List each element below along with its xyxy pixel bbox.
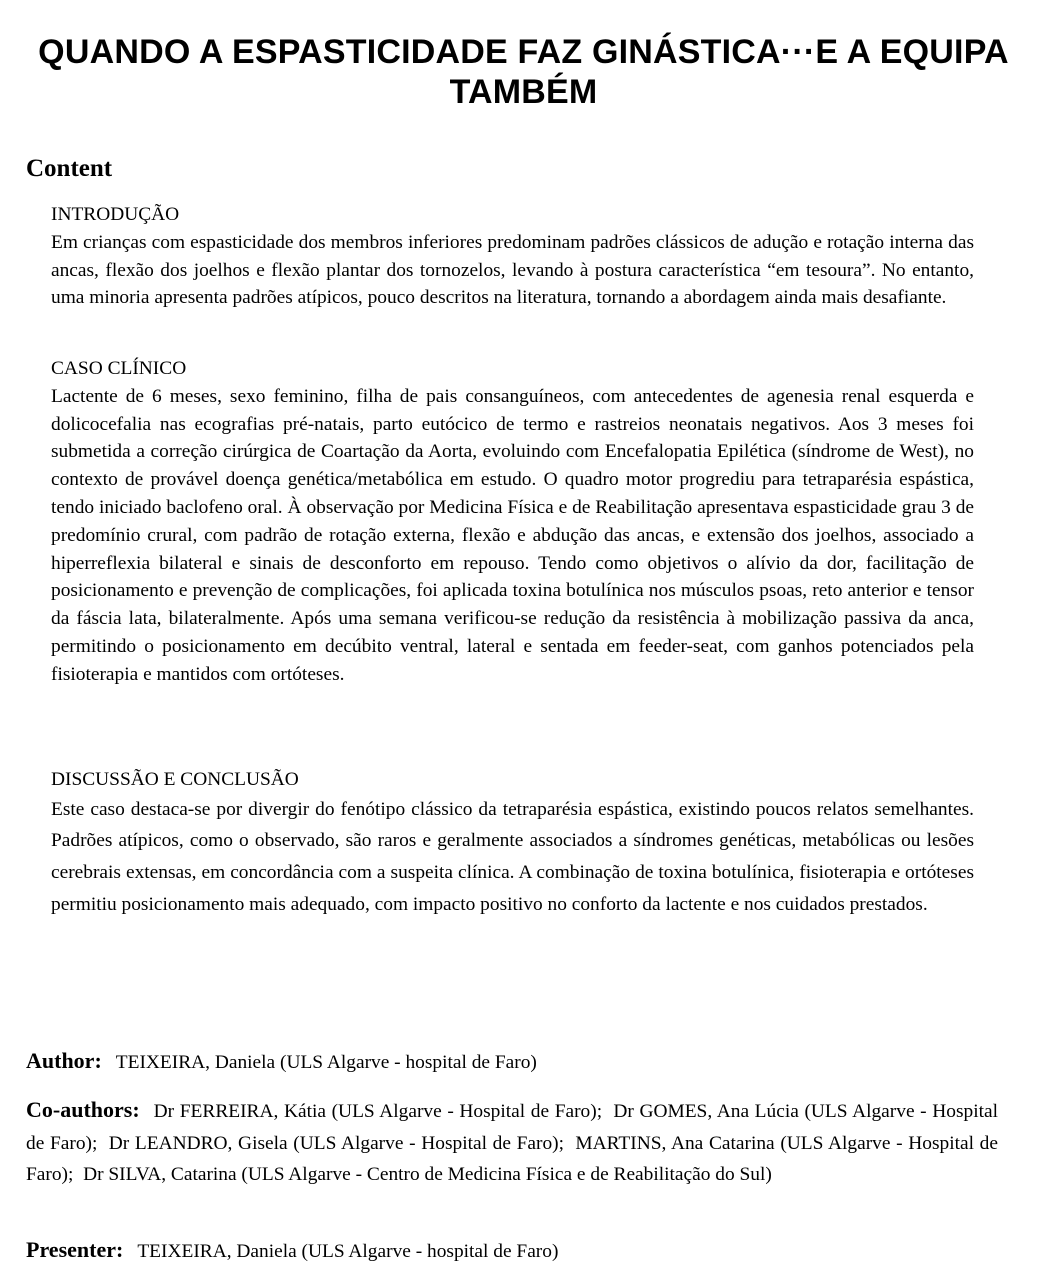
section-body: Este caso destaca-se por divergir do fenótipo clássico da tetraparésia espástica, existindo poucos relatos semelhantes. Padrões atípicos, como o observado, são raros e geralmente associados a síndromes genéticas, metabólicas ou lesões cerebrais extensas, em concordância com a suspeita clínica. A combinação de toxina botulínica, fisioterapia e ortóteses permitiu posicionamento mais adequado, com impacto positivo no conforto da lactente e nos cuidados prestados.: [51, 798, 974, 915]
coauthors-label: Co-authors:: [26, 1097, 140, 1122]
presenter-value: TEIXEIRA, Daniela (ULS Algarve - hospital de Faro): [137, 1241, 559, 1262]
section-body: Em crianças com espasticidade dos membros inferiores predominam padrões clássicos de adução e rotação interna das ancas, flexão dos joelhos e flexão plantar dos tornozelos, levando à postura característica “em tesoura”. No entanto, uma minoria apresenta padrões atípicos, pouco descritos na literatura, tornando a abordagem ainda mais desafiante.: [51, 231, 974, 309]
section-title: INTRODUÇÃO: [51, 204, 180, 225]
section-introducao: [51, 201, 974, 312]
presenter-label: Presenter:: [26, 1237, 124, 1262]
coauthor-item: MARTINS, Ana Catarina (ULS Algarve - Hospital de Faro);: [26, 1132, 998, 1186]
section-discussao-conclusao: [51, 766, 974, 920]
presenter-line: [26, 1234, 998, 1268]
section-title: CASO CLÍNICO: [51, 358, 187, 379]
author-line: [26, 1045, 998, 1079]
section-body: Lactente de 6 meses, sexo feminino, filha de pais consanguíneos, com antecedentes de agenesia renal esquerda e dolicocefalia nas ecografias pré-natais, parto eutócico de termo e rastreios neonatais negativos. Aos 3 meses foi submetida a correção cirúrgica de Coartação da Aorta, evoluindo com Encefalopatia Epilética (síndrome de West), no contexto de provável doença genética/metabólica em estudo. O quadro motor progrediu para tetraparésia espástica, tendo iniciado baclofeno oral. À observação por Medicina Física e de Reabilitação apresentava espasticidade grau 3 de predomínio crural, com padrão de rotação externa, flexão e abdução das ancas, e extensão dos joelhos, associado a hiperreflexia bilateral e sinais de desconforto em repouso. Tendo como objetivos o alívio da dor, facilitação de posicionamento e prevenção de complicações, foi aplicada toxina botulínica nos músculos psoas, reto anterior e tensor da fáscia lata, bilateralmente. Após uma semana verificou-se redução da resistência à mobilização passiva da anca, permitindo o posicionamento em decúbito ventral, lateral e sentada em feeder-seat, com ganhos potenciados pela fisioterapia e mantidos com ortóteses.: [51, 385, 974, 685]
document-title: QUANDO A ESPASTICIDADE FAZ GINÁSTICA···E A EQUIPA TAMBÉM: [38, 33, 1009, 111]
author-value: TEIXEIRA, Daniela (ULS Algarve - hospital de Faro): [115, 1052, 537, 1073]
coauthor-item: Dr SILVA, Catarina (ULS Algarve - Centro de Medicina Física e de Reabilitação do Sul): [83, 1164, 772, 1186]
coauthor-item: Dr LEANDRO, Gisela (ULS Algarve - Hospital de Faro);: [108, 1132, 565, 1154]
coauthor-item: Dr GOMES, Ana Lúcia (ULS Algarve - Hospital de Faro);: [26, 1101, 998, 1154]
content-heading: Content: [26, 155, 113, 182]
section-caso-clinico: [51, 355, 974, 689]
coauthor-item: Dr FERREIRA, Kátia (ULS Algarve - Hospital de Faro);: [153, 1101, 603, 1122]
author-label: Author:: [26, 1048, 102, 1073]
section-title: DISCUSSÃO E CONCLUSÃO: [51, 769, 299, 790]
coauthors-line: [26, 1094, 998, 1191]
